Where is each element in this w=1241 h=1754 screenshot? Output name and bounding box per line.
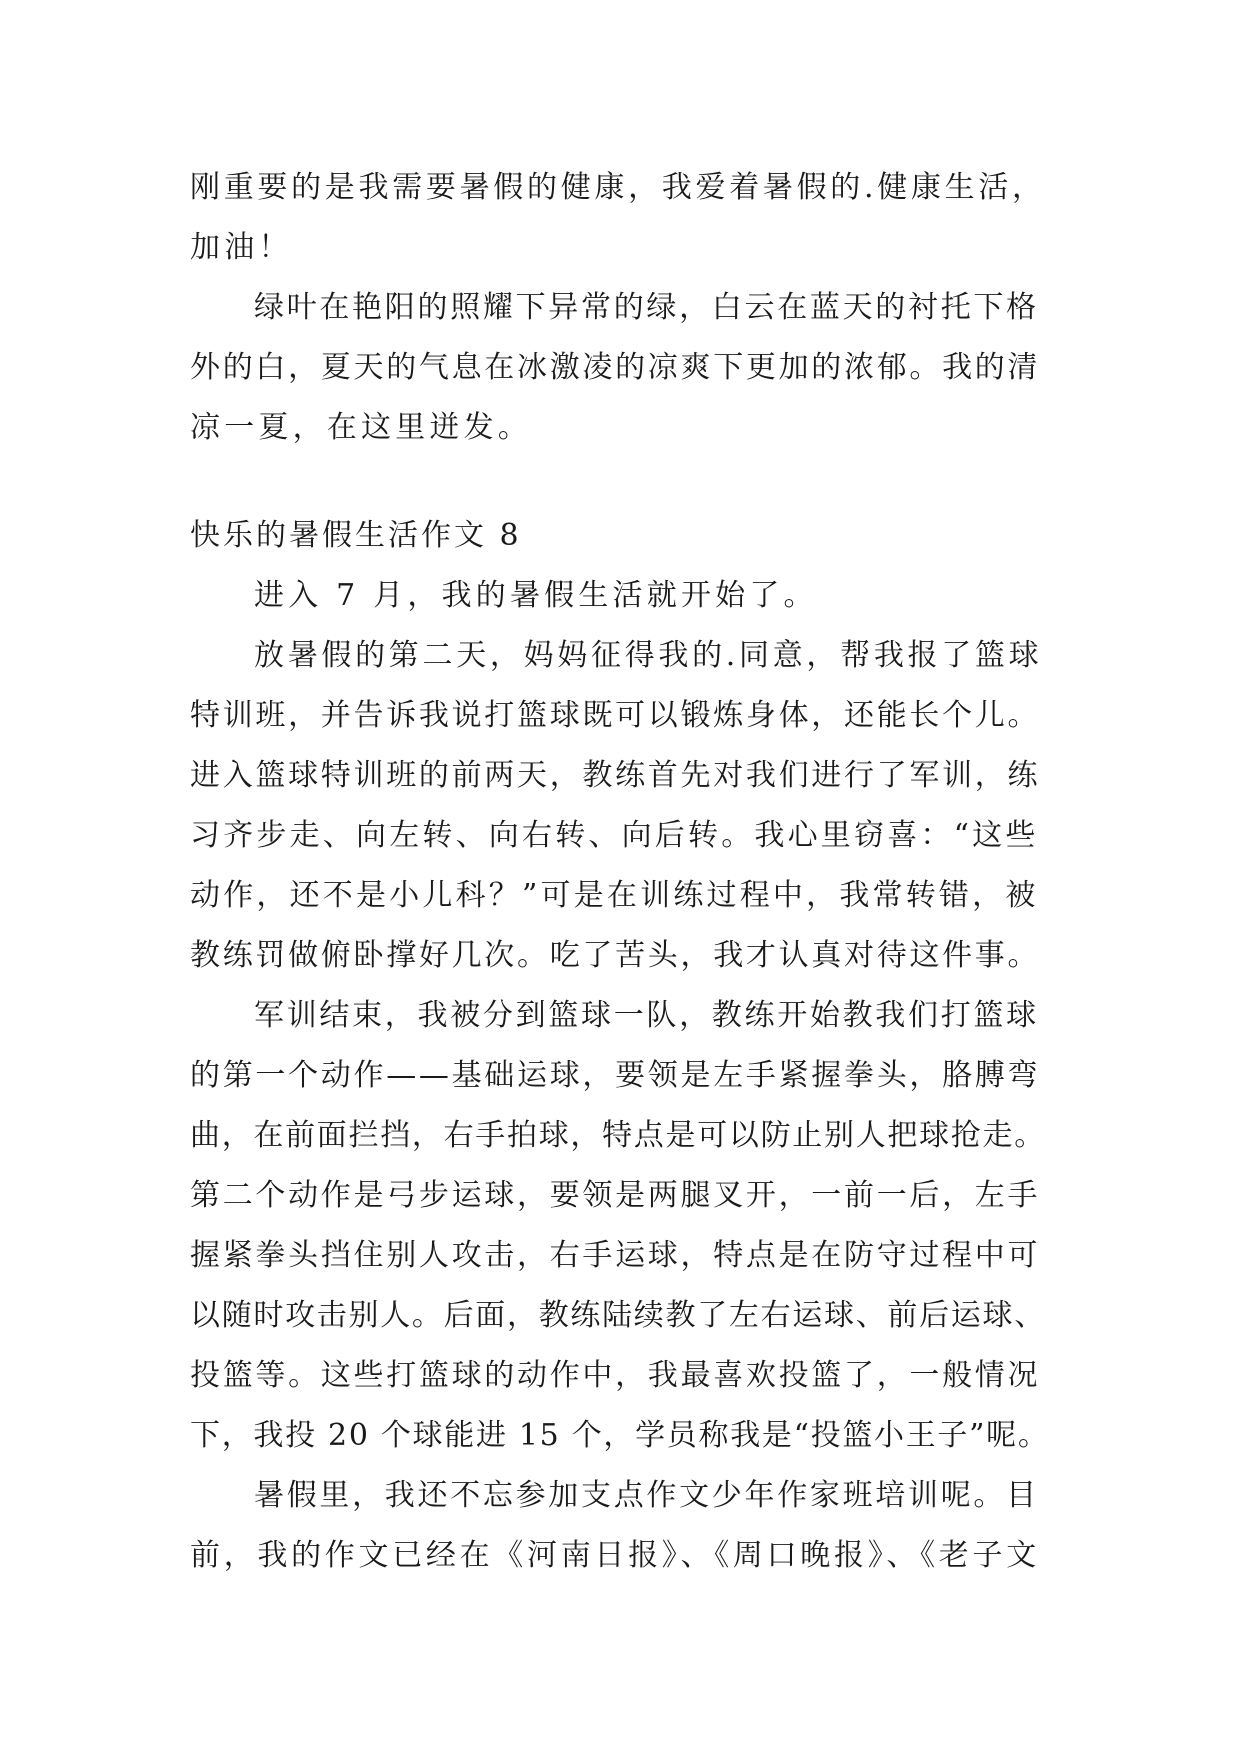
paragraph-line: 刚重要的是我需要暑假的健康，我爱着暑假的.健康生活， xyxy=(190,170,1046,205)
paragraph-line: 绿叶在艳阳的照耀下异常的绿，白云在蓝天的衬托下格 xyxy=(254,290,1039,325)
paragraph-line: 的第一个动作——基础运球，要领是左手紧握拳头，胳膊弯 xyxy=(190,1058,1041,1093)
paragraph-line: 动作，还不是小儿科？”可是在训练过程中，我常转错，被 xyxy=(190,878,1039,913)
paragraph-line: 暑假里，我还不忘参加支点作文少年作家班培训呢。目 xyxy=(254,1478,1039,1513)
document-page xyxy=(190,0,1050,1754)
paragraph-line: 投篮等。这些打篮球的动作中，我最喜欢投篮了，一般情况 xyxy=(190,1358,1041,1393)
paragraph-line: 教练罚做俯卧撑好几次。吃了苦头，我才认真对待这件事。 xyxy=(190,938,1041,973)
paragraph-line: 凉一夏，在这里迸发。 xyxy=(190,410,532,445)
paragraph-line: 握紧拳头挡住别人攻击，右手运球，特点是在防守过程中可 xyxy=(190,1238,1041,1273)
paragraph-line: 特训班，并告诉我说打篮球既可以锻炼身体，还能长个儿。 xyxy=(190,698,1041,733)
paragraph-line: 加油！ xyxy=(190,230,293,265)
paragraph-line: 前，我的作文已经在《河南日报》、《周口晚报》、《老子文 xyxy=(190,1538,1040,1573)
paragraph-line: 曲，在前面拦挡，右手拍球，特点是可以防止别人把球抢走。 xyxy=(190,1118,1046,1153)
paragraph-line: 习齐步走、向左转、向右转、向后转。我心里窃喜：“这些 xyxy=(190,818,1039,853)
paragraph-line: 以随时攻击别人。后面，教练陆续教了左右运球、前后运球、 xyxy=(190,1298,1046,1333)
paragraph-line: 进入篮球特训班的前两天，教练首先对我们进行了军训，练 xyxy=(190,758,1041,793)
paragraph-line: 下，我投 20 个球能进 15 个，学员称我是“投篮小王子”呢。 xyxy=(190,1418,1050,1453)
paragraph-line: 军训结束，我被分到篮球一队，教练开始教我们打篮球 xyxy=(254,998,1039,1033)
section-heading: 快乐的暑假生活作文 8 xyxy=(190,518,522,553)
paragraph-line: 放暑假的第二天，妈妈征得我的.同意，帮我报了篮球 xyxy=(254,638,1043,673)
paragraph-line: 外的白，夏天的气息在冰激凌的凉爽下更加的浓郁。我的清 xyxy=(190,350,1041,385)
paragraph-line: 第二个动作是弓步运球，要领是两腿叉开，一前一后，左手 xyxy=(190,1178,1041,1213)
paragraph-line: 进入 7 月，我的暑假生活就开始了。 xyxy=(254,578,818,613)
